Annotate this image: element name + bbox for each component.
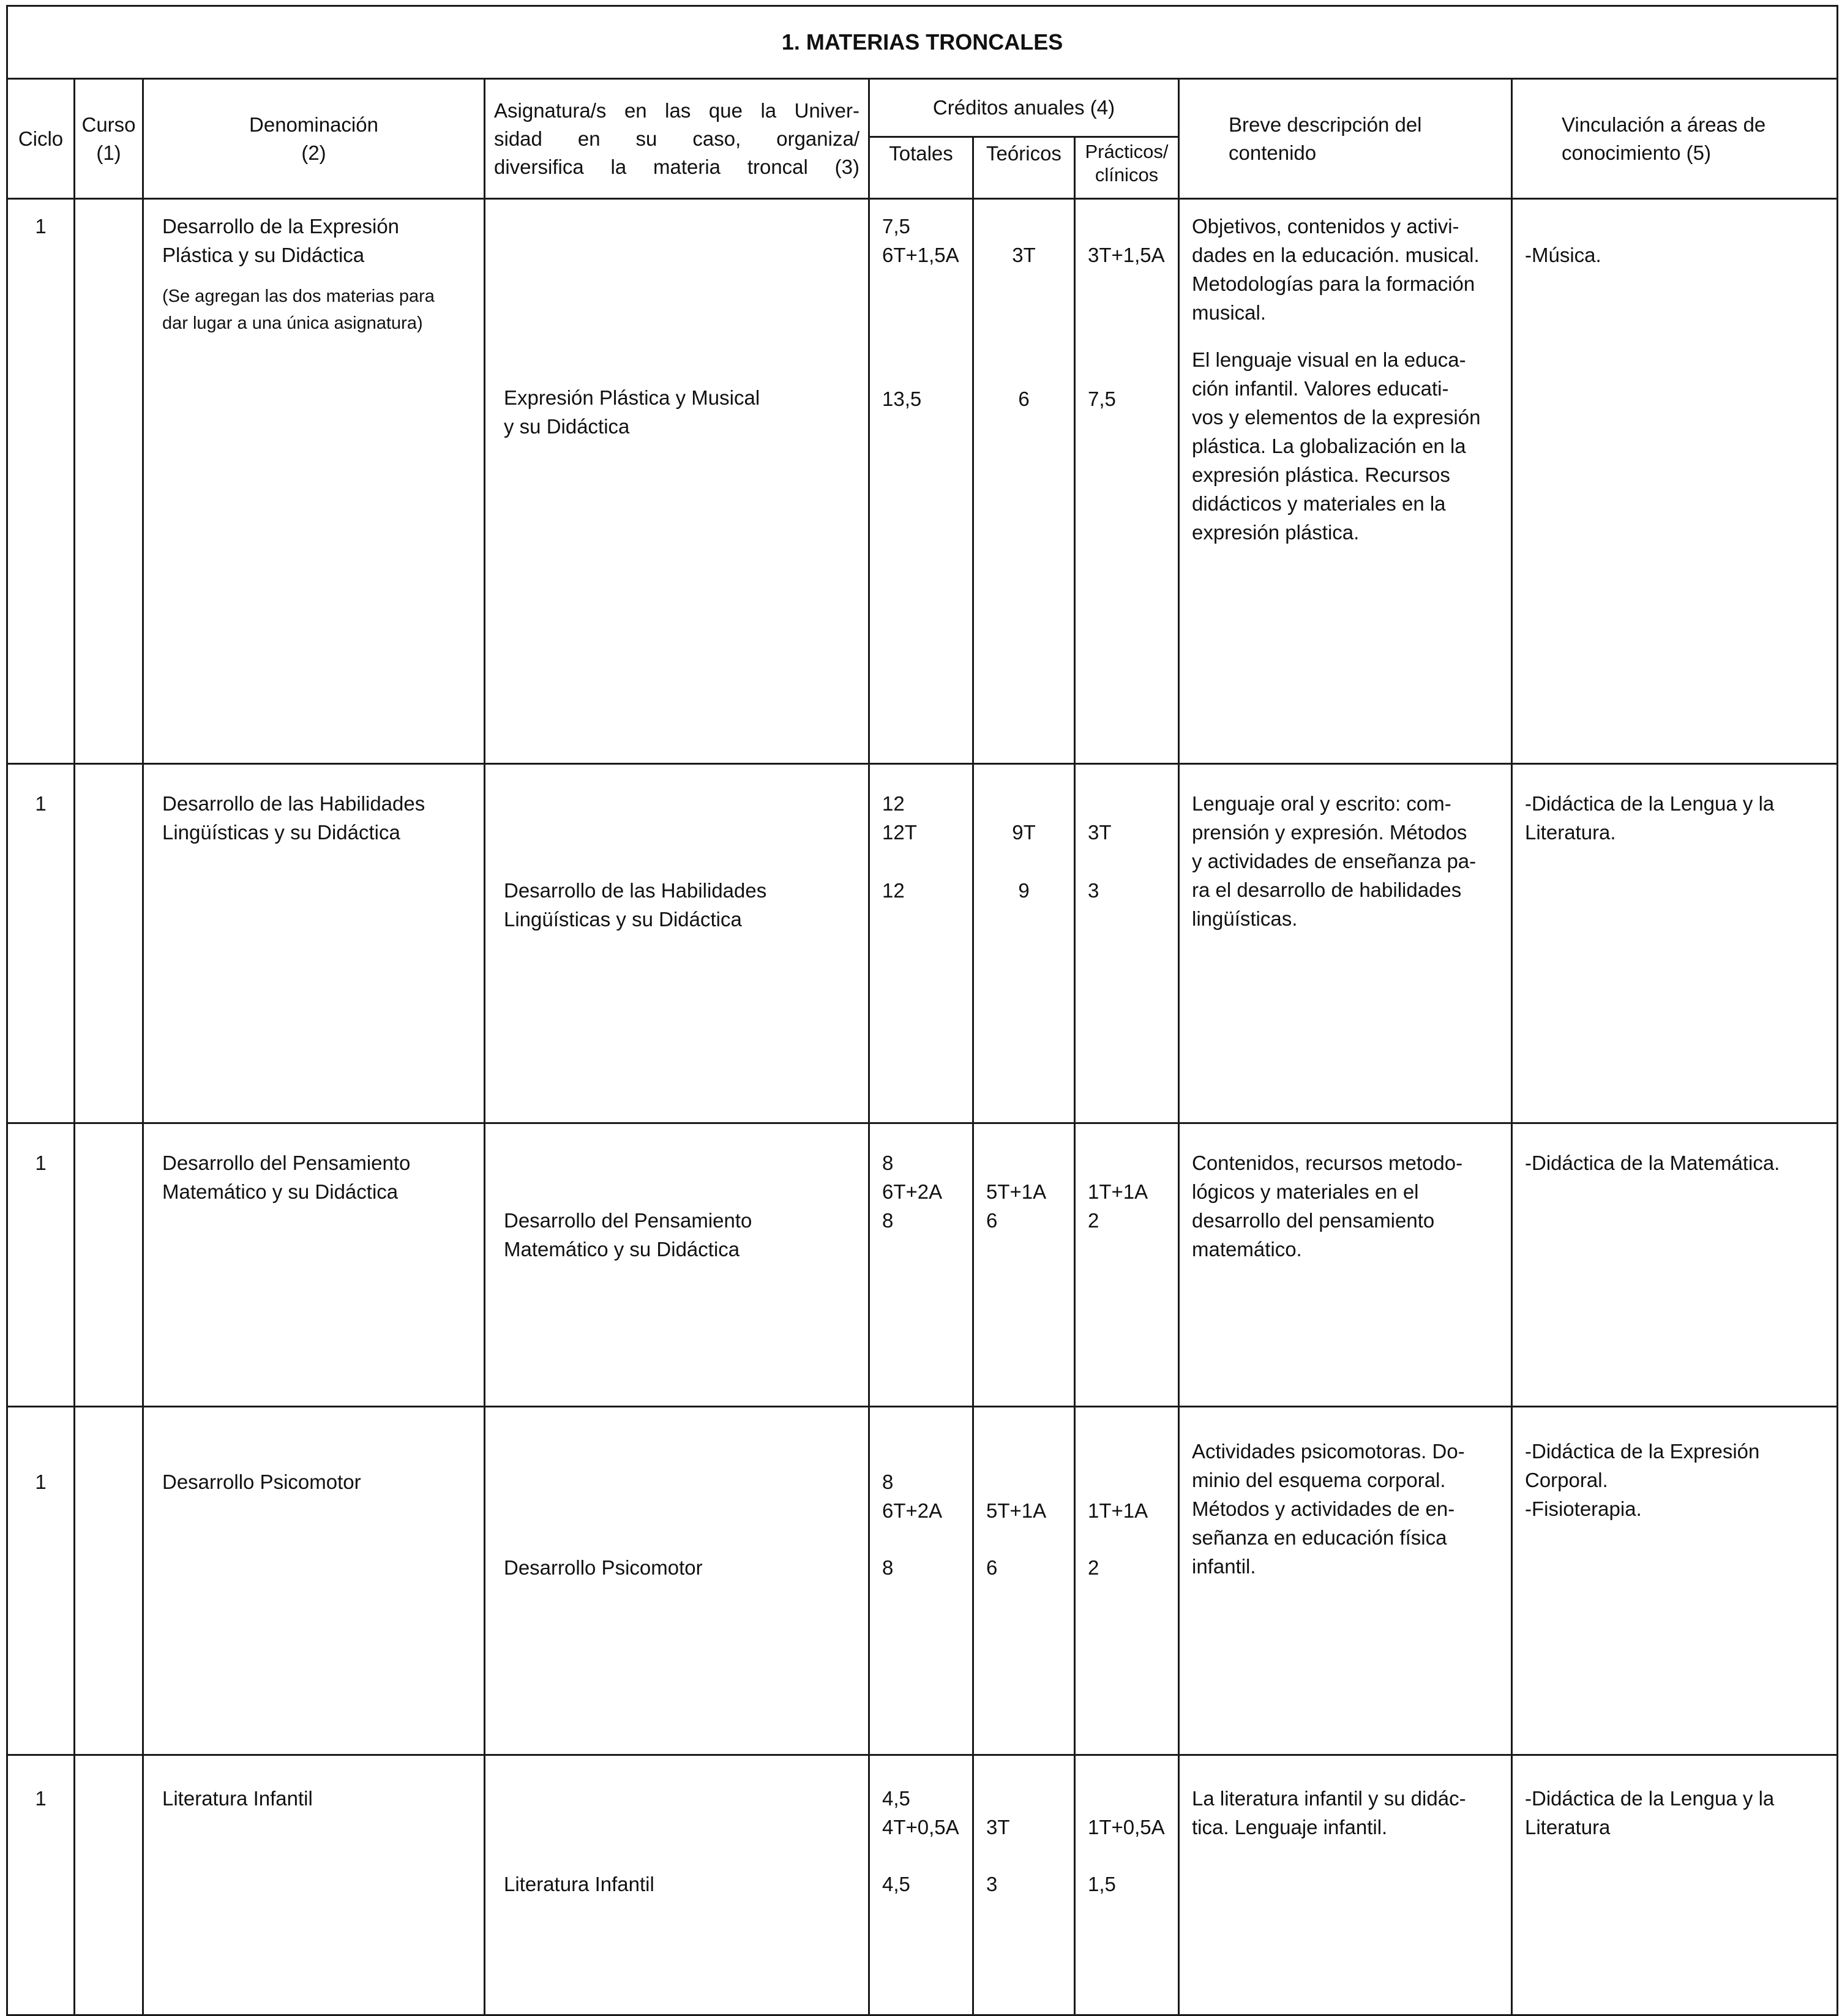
denominacion-cell	[143, 199, 485, 764]
ciclo-cell: 1	[7, 199, 75, 764]
asignatura-line: Lingüísticas y su Didáctica	[504, 908, 742, 931]
header-totales: Totales	[869, 137, 973, 199]
vinculacion-line: -Didáctica de la Lengua y la	[1525, 792, 1775, 815]
header-asignatura	[485, 79, 869, 199]
totales-value: 12	[882, 792, 905, 815]
teoricos-value: 5T+1A	[986, 1499, 1047, 1522]
practicos-value: 3T	[1088, 821, 1112, 844]
vinculacion-cell	[1512, 764, 1838, 1123]
curso-cell	[75, 1755, 143, 2015]
teoricos-value: 3T	[986, 1816, 1010, 1838]
denominacion-cell	[143, 1123, 485, 1407]
header-descripcion-line-2: contenido	[1229, 141, 1317, 164]
descripcion-line: infantil.	[1192, 1555, 1256, 1578]
practicos-cell	[1075, 1755, 1179, 2015]
vinculacion-cell	[1512, 199, 1838, 764]
totales-cell	[869, 1123, 973, 1407]
teoricos-cell	[973, 199, 1075, 764]
header-asignatura-line-1: Asignatura/s en las que la Univer-	[494, 99, 859, 122]
totales-cell	[869, 764, 973, 1123]
header-descripcion	[1179, 79, 1512, 199]
practicos-value: 1T+1A	[1088, 1180, 1148, 1203]
denominacion-line: Literatura Infantil	[162, 1787, 313, 1810]
descripcion-line: didácticos y materiales en la	[1192, 492, 1446, 515]
denominacion-line: Desarrollo de las Habilidades	[162, 792, 425, 815]
nota-line: (Se agregan las dos materias para	[162, 287, 435, 306]
totales-cell	[869, 1407, 973, 1755]
descripcion-line: lógicos y materiales en el	[1192, 1180, 1419, 1203]
ciclo-cell: 1	[7, 1755, 75, 2015]
header-curso-line-2: (1)	[96, 141, 121, 164]
totales-value: 4,5	[882, 1787, 910, 1810]
asignatura-cell	[485, 1755, 869, 2015]
totales-asignatura: 13,5	[882, 388, 922, 410]
vinculacion-line: -Fisioterapia.	[1525, 1497, 1642, 1520]
descripcion-line: expresión plástica. Recursos	[1192, 463, 1450, 486]
totales-breakdown: 4T+0,5A	[882, 1816, 959, 1838]
header-practicos	[1075, 137, 1179, 199]
descripcion-line: Actividades psicomotoras. Do-	[1192, 1440, 1465, 1463]
practicos-value: 3T+1,5A	[1088, 244, 1165, 266]
descripcion-line: ción infantil. Valores educati-	[1192, 377, 1449, 400]
descripcion-line: desarrollo del pensamiento	[1192, 1209, 1435, 1232]
totales-breakdown: 6T+2A	[882, 1499, 943, 1522]
descripcion-cell	[1179, 1407, 1512, 1755]
header-vinculacion	[1512, 79, 1838, 199]
header-creditos: Créditos anuales (4)	[869, 79, 1179, 137]
header-denominacion	[143, 79, 485, 199]
header-denominacion-line-2: (2)	[301, 141, 326, 164]
header-ciclo: Ciclo	[7, 79, 75, 199]
teoricos-asignatura: 6	[1018, 388, 1030, 410]
curso-cell	[75, 764, 143, 1123]
denominacion-line: Lingüísticas y su Didáctica	[162, 821, 400, 844]
denominacion-line: Desarrollo Psicomotor	[162, 1471, 361, 1493]
asignatura-line: Expresión Plástica y Musical	[504, 386, 760, 409]
practicos-value: 1T+0,5A	[1088, 1816, 1165, 1838]
vinculacion-line: -Didáctica de la Matemática.	[1525, 1152, 1780, 1174]
asignatura-line: Matemático y su Didáctica	[504, 1238, 740, 1261]
descripcion-cell	[1179, 1755, 1512, 2015]
descripcion-line: plástica. La globalización en la	[1192, 435, 1466, 457]
asignatura-line: Desarrollo Psicomotor	[504, 1556, 703, 1579]
vinculacion-line: Corporal.	[1525, 1469, 1608, 1491]
descripcion-line: tica. Lenguaje infantil.	[1192, 1816, 1388, 1838]
vinculacion-line: -Música.	[1525, 244, 1601, 266]
curso-cell	[75, 199, 143, 764]
descripcion-line: lingüísticas.	[1192, 907, 1298, 930]
totales-asignatura: 8	[882, 1556, 894, 1579]
header-practicos-line-2: clínicos	[1095, 164, 1159, 185]
curso-cell	[75, 1123, 143, 1407]
descripcion-line: Metodologías para la formación	[1192, 272, 1475, 295]
totales-asignatura: 12	[882, 879, 905, 902]
table-row	[7, 1123, 1838, 1407]
teoricos-value: 3T	[1012, 244, 1036, 266]
descripcion-line: vos y elementos de la expresión	[1192, 406, 1481, 429]
vinculacion-cell	[1512, 1755, 1838, 2015]
materias-troncales-table	[6, 5, 1838, 2016]
descripcion-line: prensión y expresión. Métodos	[1192, 821, 1467, 844]
practicos-asignatura: 2	[1088, 1556, 1099, 1579]
asignatura-line: y su Didáctica	[504, 415, 630, 438]
descripcion-line: señanza en educación física	[1192, 1526, 1447, 1549]
curso-cell	[75, 1407, 143, 1755]
descripcion-line: El lenguaje visual en la educa-	[1192, 348, 1466, 371]
descripcion-line: Objetivos, contenidos y activi-	[1192, 215, 1459, 238]
asignatura-line: Literatura Infantil	[504, 1873, 654, 1895]
practicos-asignatura: 3	[1088, 879, 1099, 902]
denominacion-line: Desarrollo del Pensamiento	[162, 1152, 411, 1174]
descripcion-cell	[1179, 764, 1512, 1123]
ciclo-cell: 1	[7, 1407, 75, 1755]
totales-breakdown: 6T+1,5A	[882, 244, 959, 266]
practicos-asignatura: 1,5	[1088, 1873, 1116, 1895]
totales-value: 8	[882, 1471, 894, 1493]
totales-value: 7,5	[882, 215, 910, 238]
descripcion-line: Métodos y actividades de en-	[1192, 1497, 1455, 1520]
practicos-cell	[1075, 764, 1179, 1123]
vinculacion-line: Literatura.	[1525, 821, 1616, 844]
table-row	[7, 1755, 1838, 2015]
teoricos-value: 5T+1A	[986, 1180, 1047, 1203]
teoricos-asignatura: 9	[1018, 879, 1030, 902]
ciclo-cell: 1	[7, 764, 75, 1123]
practicos-value: 1T+1A	[1088, 1499, 1148, 1522]
totales-breakdown: 12T	[882, 821, 917, 844]
denominacion-line: Matemático y su Didáctica	[162, 1180, 399, 1203]
practicos-cell	[1075, 199, 1179, 764]
header-denominacion-line-1: Denominación	[249, 113, 378, 136]
teoricos-cell	[973, 1755, 1075, 2015]
descripcion-line: matemático.	[1192, 1238, 1302, 1261]
teoricos-asignatura: 6	[986, 1209, 998, 1232]
denominacion-line: Desarrollo de la Expresión	[162, 215, 400, 238]
practicos-asignatura: 2	[1088, 1209, 1099, 1232]
header-practicos-line-1: Prácticos/	[1085, 141, 1169, 162]
nota-line: dar lugar a una única asignatura)	[162, 313, 423, 333]
header-asignatura-line-2: sidad en su caso, organiza/	[494, 127, 859, 150]
table-row	[7, 764, 1838, 1123]
practicos-cell	[1075, 1407, 1179, 1755]
totales-breakdown: 6T+2A	[882, 1180, 943, 1203]
asignatura-cell	[485, 1123, 869, 1407]
denominacion-cell	[143, 764, 485, 1123]
practicos-cell	[1075, 1123, 1179, 1407]
totales-cell	[869, 1755, 973, 2015]
header-descripcion-line-1: Breve descripción del	[1229, 113, 1422, 136]
header-vinculacion-line-1: Vinculación a áreas de	[1562, 113, 1766, 136]
descripcion-cell	[1179, 199, 1512, 764]
vinculacion-line: Literatura	[1525, 1816, 1611, 1838]
descripcion-line: dades en la educación. musical.	[1192, 244, 1480, 266]
denominacion-cell	[143, 1755, 485, 2015]
asignatura-cell	[485, 1407, 869, 1755]
totales-asignatura: 8	[882, 1209, 894, 1232]
table-row	[7, 1407, 1838, 1755]
descripcion-line: expresión plástica.	[1192, 521, 1360, 544]
practicos-asignatura: 7,5	[1088, 388, 1116, 410]
totales-cell	[869, 199, 973, 764]
header-vinculacion-line-2: conocimiento (5)	[1562, 141, 1711, 164]
section-title: 1. MATERIAS TRONCALES	[7, 6, 1838, 79]
vinculacion-line: -Didáctica de la Expresión	[1525, 1440, 1760, 1463]
descripcion-line: La literatura infantil y su didác-	[1192, 1787, 1466, 1810]
teoricos-cell	[973, 1123, 1075, 1407]
denominacion-cell	[143, 1407, 485, 1755]
vinculacion-line: -Didáctica de la Lengua y la	[1525, 1787, 1775, 1810]
teoricos-value: 9T	[1012, 821, 1036, 844]
asignatura-cell	[485, 199, 869, 764]
descripcion-line: Lenguaje oral y escrito: com-	[1192, 792, 1451, 815]
descripcion-line: musical.	[1192, 301, 1267, 324]
table-row	[7, 199, 1838, 764]
ciclo-cell: 1	[7, 1123, 75, 1407]
header-teoricos: Teóricos	[973, 137, 1075, 199]
teoricos-asignatura: 6	[986, 1556, 998, 1579]
totales-value: 8	[882, 1152, 894, 1174]
asignatura-line: Desarrollo del Pensamiento	[504, 1209, 752, 1232]
teoricos-asignatura: 3	[986, 1873, 998, 1895]
descripcion-line: minio del esquema corporal.	[1192, 1469, 1446, 1491]
descripcion-cell	[1179, 1123, 1512, 1407]
denominacion-line: Plástica y su Didáctica	[162, 244, 365, 266]
asignatura-line: Desarrollo de las Habilidades	[504, 879, 767, 902]
vinculacion-cell	[1512, 1123, 1838, 1407]
header-curso	[75, 79, 143, 199]
header-curso-line-1: Curso	[81, 113, 136, 136]
header-asignatura-line-3: diversifica la materia troncal (3)	[494, 155, 859, 178]
totales-asignatura: 4,5	[882, 1873, 910, 1895]
teoricos-cell	[973, 1407, 1075, 1755]
vinculacion-cell	[1512, 1407, 1838, 1755]
asignatura-cell	[485, 764, 869, 1123]
descripcion-line: Contenidos, recursos metodo-	[1192, 1152, 1463, 1174]
descripcion-line: ra el desarrollo de habilidades	[1192, 879, 1462, 901]
descripcion-line: y actividades de enseñanza pa-	[1192, 850, 1477, 872]
teoricos-cell	[973, 764, 1075, 1123]
